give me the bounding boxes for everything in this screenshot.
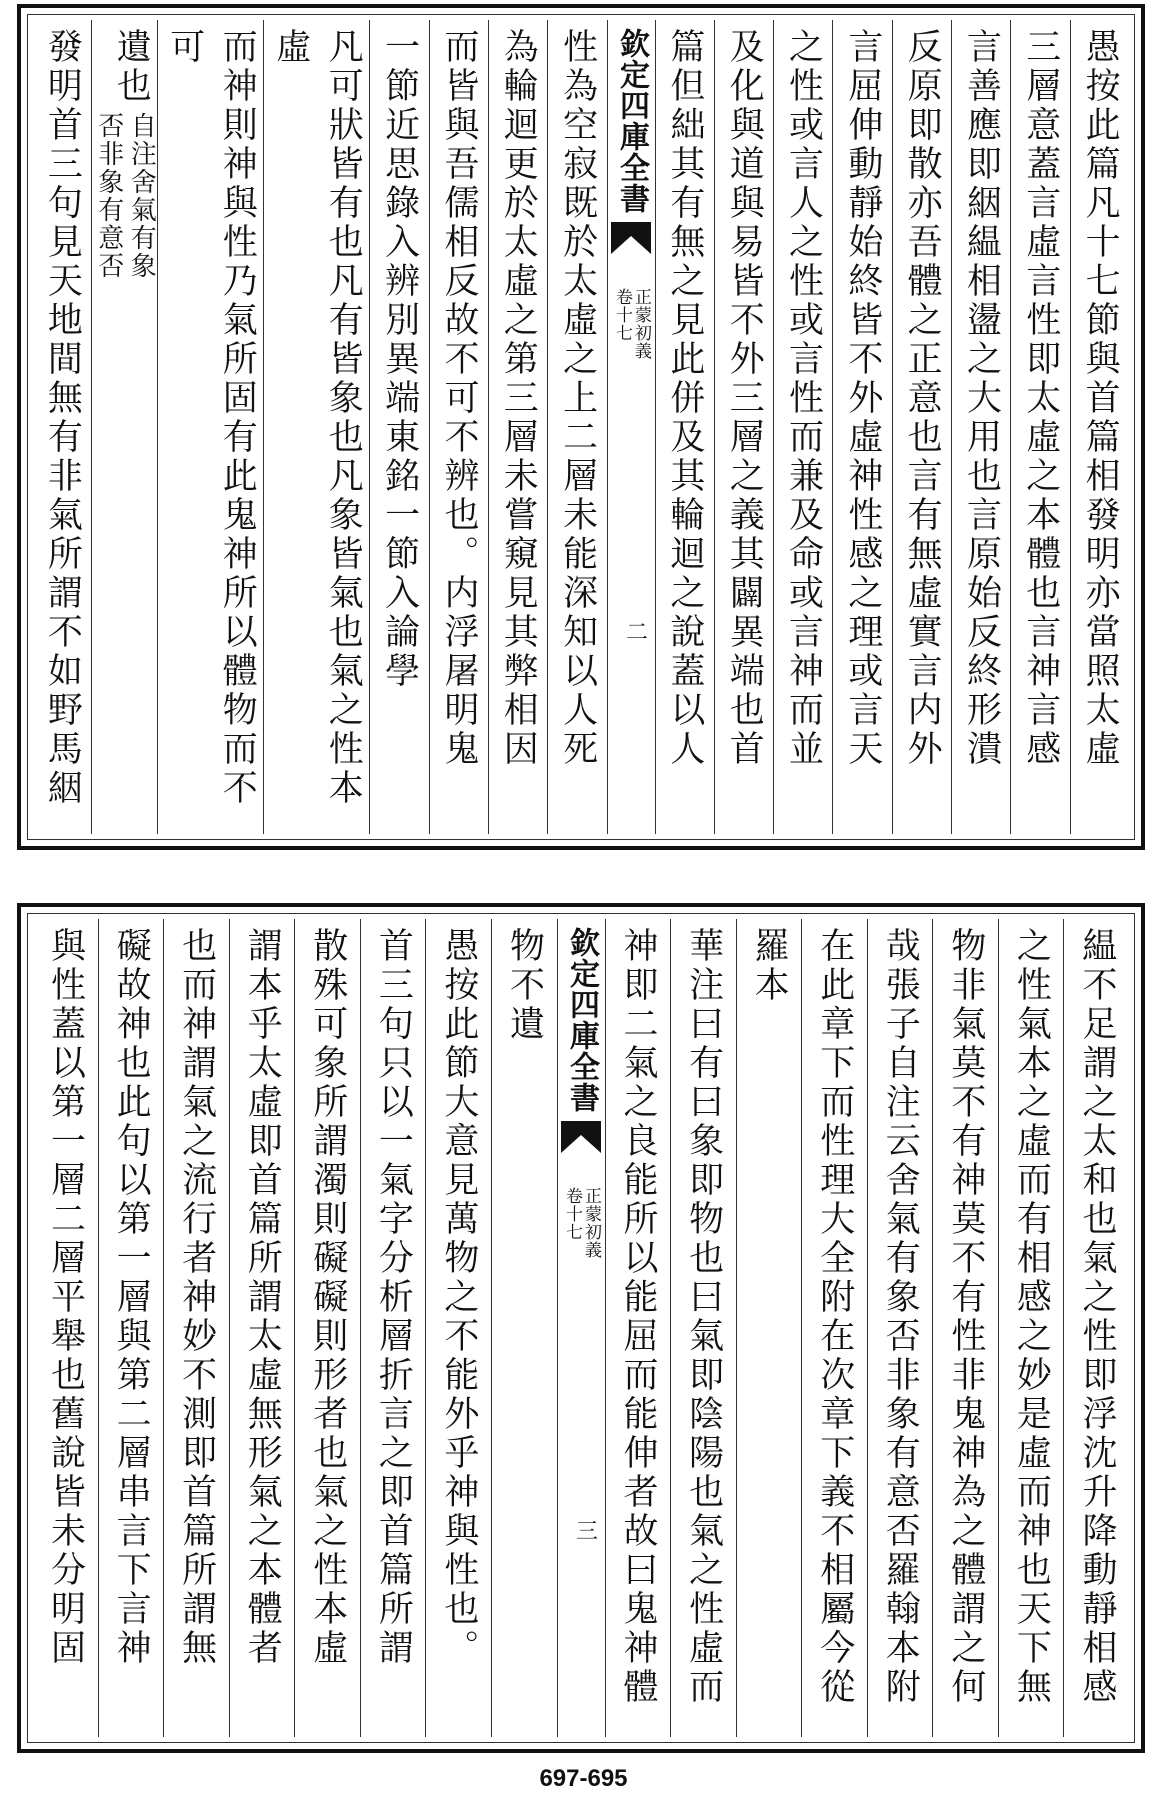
text-column: 礙故神也此句以第一層與第二層串言下言神 xyxy=(98,919,164,1737)
center-fold xyxy=(607,20,655,834)
text-column: 言善應即絪緼相盪之大用也言原始反終形潰 xyxy=(951,20,1010,834)
text-column: 散殊可象所謂濁則礙礙則形者也氣之性本虛 xyxy=(294,919,360,1737)
text-column: 之性氣本之虛而有相感之妙是虛而神也天下無 xyxy=(998,919,1064,1737)
annotation-line: 否非象有意否 xyxy=(93,112,124,280)
text-column: 緼不足謂之太和也氣之性即浮沈升降動靜相感 xyxy=(1063,919,1129,1737)
volume-label xyxy=(563,1187,599,1259)
text-column: 及化與道與易皆不外三層之義其闢異端也首 xyxy=(714,20,773,834)
column-text: 遺也 xyxy=(111,28,152,106)
volume-number: 卷十七 xyxy=(562,1187,582,1241)
text-column: 與性蓋以第一層二層平舉也舊說皆未分明固 xyxy=(45,927,86,1668)
book-title: 欽定四庫全書 xyxy=(564,927,599,1113)
text-column: 在此章下而性理大全附在次章下義不相屬今從 xyxy=(801,919,867,1737)
book-title: 欽定四庫全書 xyxy=(614,28,649,214)
top-columns xyxy=(33,20,1129,834)
text-column: 性為空寂既於太虛之上二層未能深知以人死 xyxy=(547,20,606,834)
text-column: 物不遺 xyxy=(491,919,557,1737)
footer-page-stamp: 697-695 xyxy=(539,1765,628,1792)
volume-label xyxy=(613,288,649,360)
text-column: 首三句只以一氣字分析層折言之即首篇所謂 xyxy=(360,919,426,1737)
text-column: 之性或言人之性或言性而兼及命或言神而並 xyxy=(773,20,832,834)
text-column: 篇但絀其有無之見此併及其輪迴之說蓋以人 xyxy=(655,20,714,834)
text-column: 羅本 xyxy=(736,919,802,1737)
page-number: 二 xyxy=(622,620,648,642)
text-column: 而皆與吾儒相反故不可不辨也。内浮屠明鬼 xyxy=(429,20,488,834)
text-column: 謂本乎太虛即首篇所謂太虛無形氣之本體者 xyxy=(229,919,295,1737)
bottom-page xyxy=(17,903,1145,1753)
fish-tail-mark-icon xyxy=(609,218,653,258)
annotation-line: 自注舍氣有象 xyxy=(126,112,157,280)
text-column: 也而神謂氣之流行者神妙不測即首篇所謂無 xyxy=(163,919,229,1737)
volume-book: 正蒙初義 xyxy=(581,1187,601,1259)
text-column: 而神則神與性乃氣所固有此鬼神所以體物而不可 xyxy=(157,20,263,834)
text-column: 神即二氣之良能所以能屈而能伸者故曰鬼神體 xyxy=(605,919,671,1737)
bottom-columns xyxy=(33,919,1129,1737)
fish-tail-mark-icon xyxy=(559,1117,603,1157)
top-page xyxy=(17,4,1145,850)
text-column: 一節近思錄入辨別異端東銘一節入論學 xyxy=(369,20,428,834)
text-column: 愚按此節大意見萬物之不能外乎神與性也。 xyxy=(425,919,491,1737)
annotation-block xyxy=(92,112,157,280)
text-column: 物非氣莫不有神莫不有性非鬼神為之體謂之何 xyxy=(932,919,998,1737)
text-column: 反原即散亦吾體之正意也言有無虛實言内外 xyxy=(892,20,951,834)
page-number: 三 xyxy=(572,1519,598,1541)
text-column: 愚按此篇凡十七節與首篇相發明亦當照太虛 xyxy=(1070,20,1129,834)
text-column: 凡可狀皆有也凡有皆象也凡象皆氣也氣之性本虛 xyxy=(263,20,369,834)
text-column: 發明首三句見天地間無有非氣所謂不如野馬絪 xyxy=(42,28,83,808)
text-column: 哉張子自注云舍氣有象否非象有意否羅翰本附 xyxy=(867,919,933,1737)
volume-book: 正蒙初義 xyxy=(631,288,651,360)
text-column: 三層意蓋言虛言性即太虛之本體也言神言感 xyxy=(1010,20,1069,834)
text-column: 言屈伸動靜始終皆不外虛神性感之理或言天 xyxy=(832,20,891,834)
volume-number: 卷十七 xyxy=(612,288,632,342)
text-column: 為輪迴更於太虛之第三層未嘗窺見其弊相因 xyxy=(488,20,547,834)
text-column: 華注曰有曰象即物也曰氣即陰陽也氣之性虛而 xyxy=(670,919,736,1737)
center-fold xyxy=(557,919,605,1737)
text-column-with-annotation xyxy=(91,20,157,834)
